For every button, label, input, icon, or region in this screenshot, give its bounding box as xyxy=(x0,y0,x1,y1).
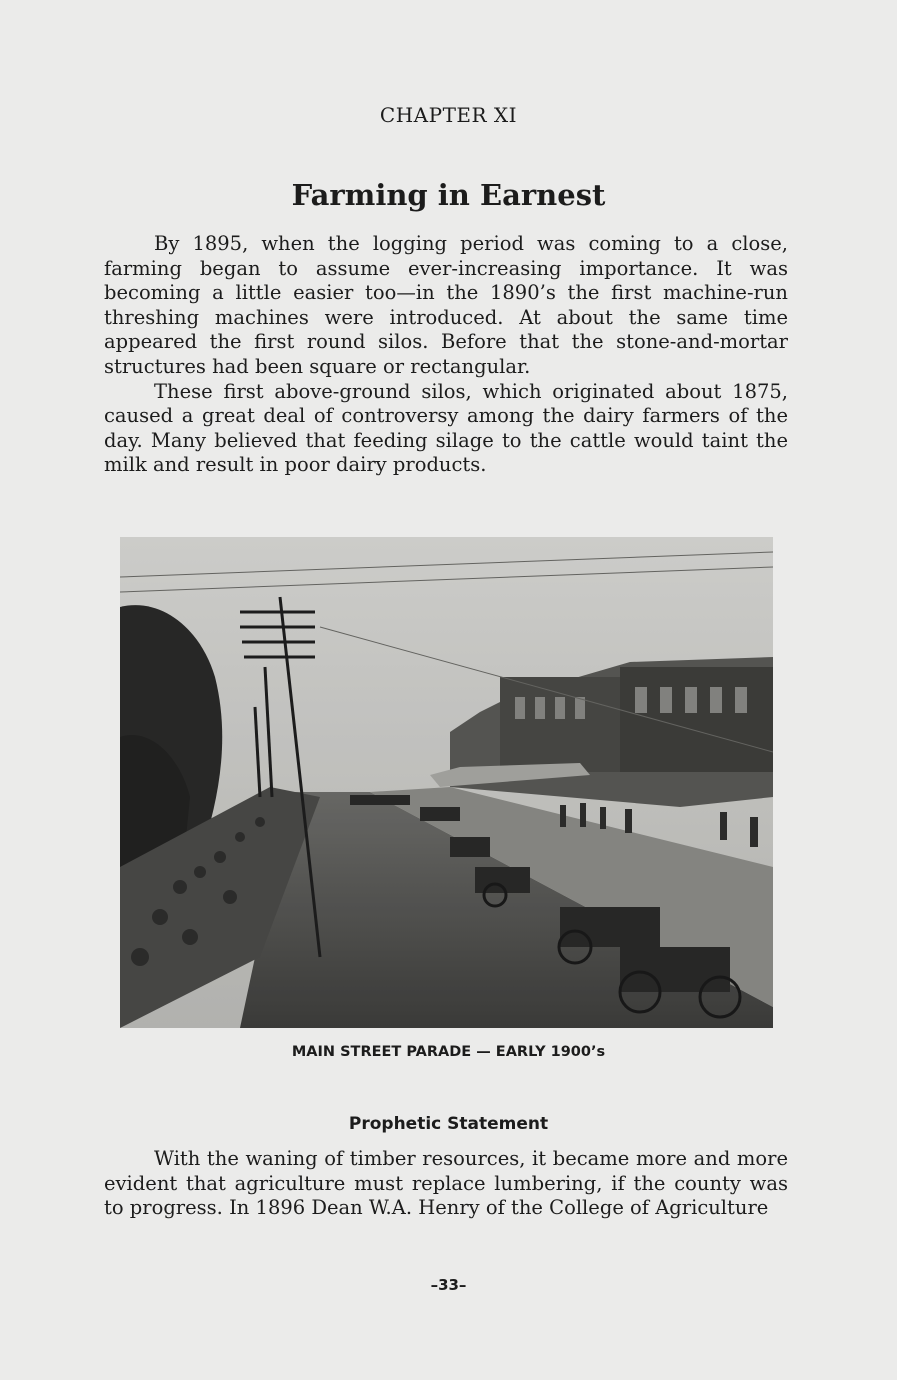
parade-photo-illustration xyxy=(120,537,773,1028)
section-heading: Prophetic Statement xyxy=(348,1114,549,1134)
chapter-heading: CHAPTER XI xyxy=(379,103,518,127)
paragraph: These first above-ground silos, which originated about 1875, caused a great deal of controversy among the dairy farmers of the day. Many believed that feeding silage to the cattle would taint the milk and result in poor dairy products. xyxy=(104,379,788,477)
paragraph: By 1895, when the logging period was coming to a close, farming began to assume ever-increasing importance. It was becoming a little easier too—in the 1890’s the first machine-run threshing machines were introduced. At about the same time appeared the first round silos. Before that the stone-and-mortar structures had been square or rectangular. xyxy=(104,232,788,378)
chapter-title: Farming in Earnest xyxy=(291,178,606,212)
body-text-bottom xyxy=(104,1147,788,1221)
parade-photograph xyxy=(120,537,773,1028)
body-text-top xyxy=(104,232,788,478)
photo-caption: MAIN STREET PARADE — EARLY 1900’s xyxy=(291,1044,606,1060)
paragraph: With the waning of timber resources, it became more and more evident that agriculture must replace lumbering, if the county was to progress. In 1896 Dean W.A. Henry of the College of Agriculture xyxy=(104,1147,788,1220)
page-number: –33– xyxy=(430,1276,467,1294)
